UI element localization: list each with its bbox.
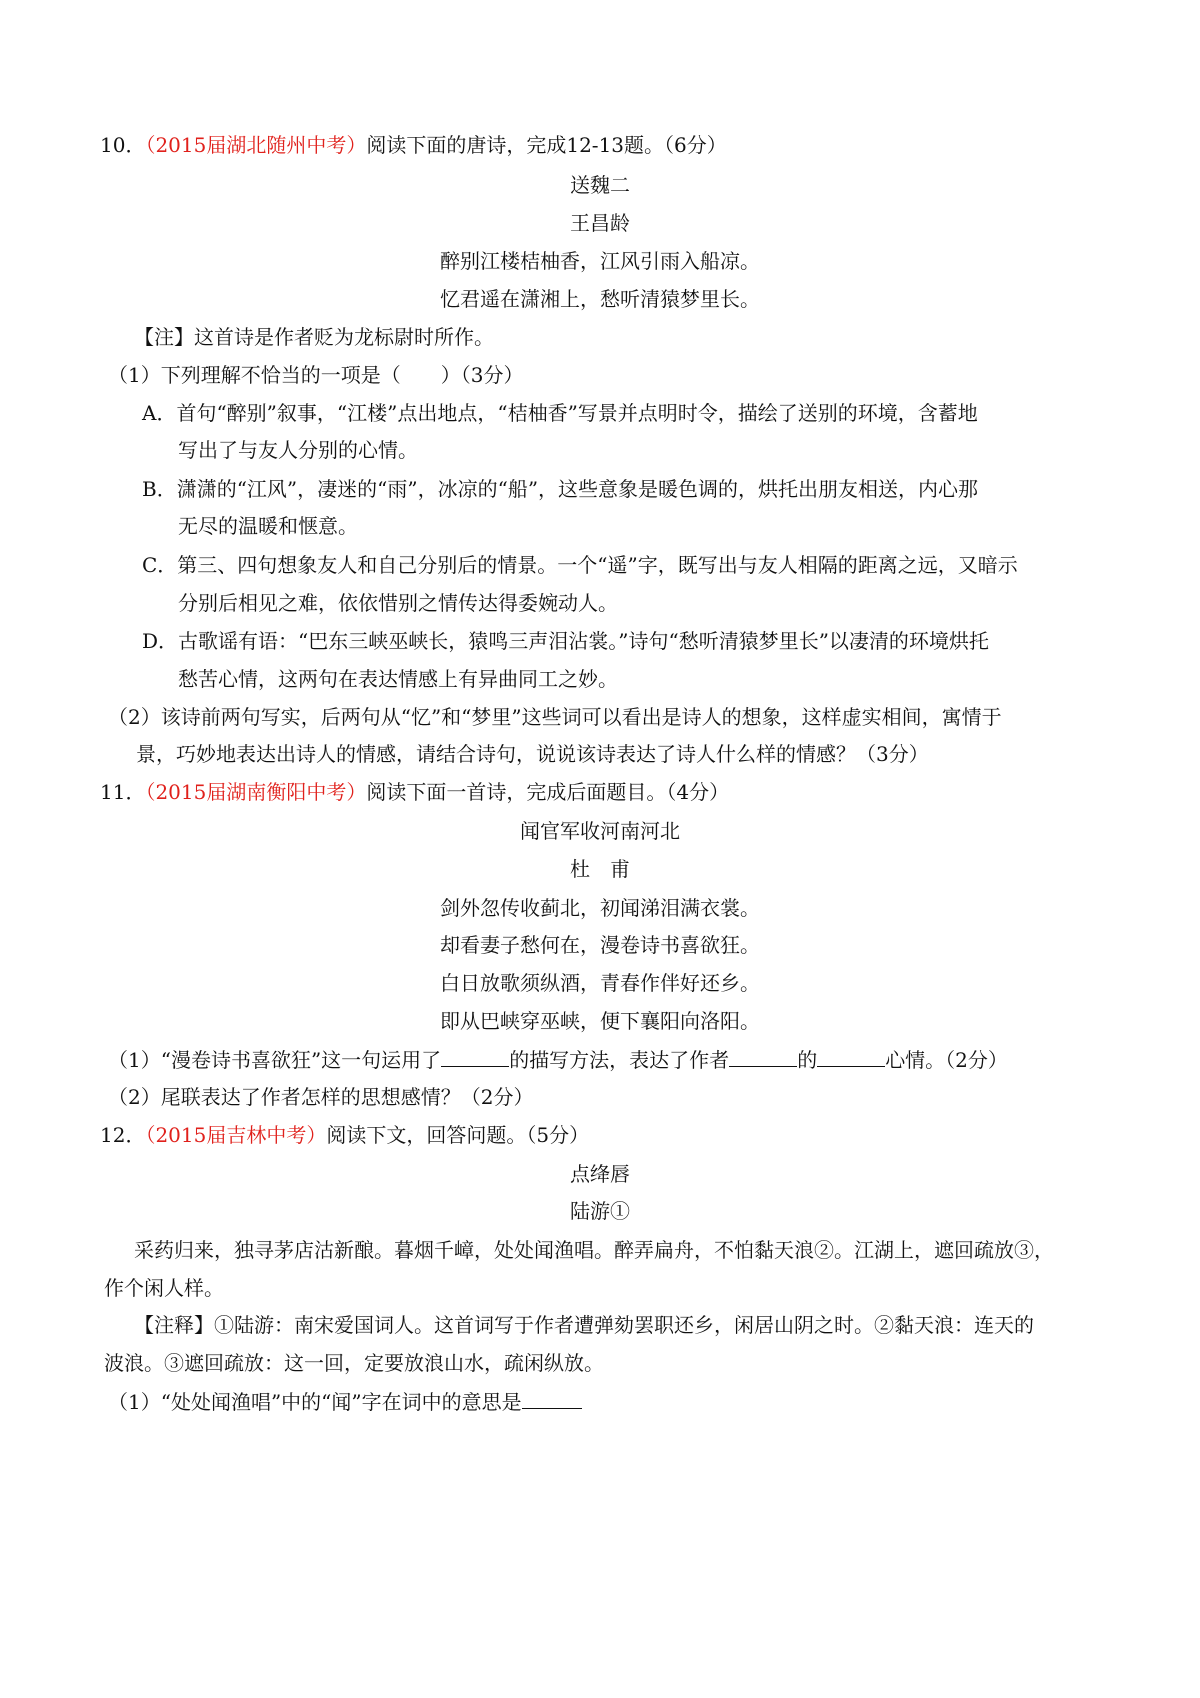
poem-line: 即从巴峡穿巫峡，便下襄阳向洛阳。 <box>440 1009 760 1033</box>
subquestion-text: 心情。（2分） <box>885 1048 1008 1072</box>
poem-author: 王昌龄 <box>570 211 630 235</box>
subquestion-text: 的描写方法，表达了作者 <box>509 1048 730 1072</box>
option-c-cont: 分别后相见之难，依依惜别之情传达得委婉动人。 <box>178 591 618 615</box>
poem-note: 【注释】①陆游：南宋爱国词人。这首词写于作者遭弹劾罢职还乡，闲居山阴之时。②黏天浪：连天的 <box>134 1313 1034 1337</box>
subquestion-1 <box>108 1388 582 1415</box>
poem-author: 杜 甫 <box>570 857 630 881</box>
question-source: （2015届吉林中考） <box>145 1123 327 1147</box>
subquestion-2-cont: 景，巧妙地表达出诗人的情感，请结合诗句，说说该诗表达了诗人什么样的情感？（3分） <box>136 742 929 766</box>
poem-title: 点绛唇 <box>570 1162 630 1186</box>
question-source: （2015届湖北随州中考） <box>145 133 367 157</box>
poem-line: 却看妻子愁何在，漫卷诗书喜欲狂。 <box>440 933 760 957</box>
poem-note: 【注】这首诗是作者贬为龙标尉时所作。 <box>134 325 494 349</box>
poem-body: 采药归来，独寻茅店沽新酿。暮烟千嶂，处处闻渔唱。醉弄扁舟，不怕黏天浪②。江湖上，遮回疏放③， <box>134 1238 1054 1262</box>
answer-blank[interactable] <box>817 1046 885 1067</box>
question-number: 12． <box>100 1123 146 1147</box>
answer-blank[interactable] <box>522 1388 582 1409</box>
option-a-cont: 写出了与友人分别的心情。 <box>178 438 418 462</box>
poem-title: 送魏二 <box>570 173 630 197</box>
answer-blank[interactable] <box>729 1046 797 1067</box>
poem-author: 陆游① <box>570 1199 630 1223</box>
answer-blank[interactable] <box>441 1046 509 1067</box>
subquestion-2: （2）尾联表达了作者怎样的思想感情？（2分） <box>108 1085 534 1109</box>
option-b: B．潇潇的“江风”，凄迷的“雨”，冰凉的“船”，这些意象是暖色调的，烘托出朋友相送，内心那 <box>142 477 979 501</box>
option-a: A．首句“醉别”叙事，“江楼”点出地点，“桔柚香”写景并点明时令，描绘了送别的环境，含蓄地 <box>142 401 978 425</box>
subquestion-1 <box>108 1046 1008 1073</box>
poem-title: 闻官军收河南河北 <box>520 819 680 843</box>
option-b-cont: 无尽的温暖和惬意。 <box>178 514 358 538</box>
option-d: D．古歌谣有语：“巴东三峡巫峡长，猿鸣三声泪沾裳。”诗句“愁听清猿梦里长”以凄清的环境烘托 <box>142 629 989 653</box>
option-c: C．第三、四句想象友人和自己分别后的情景。一个“遥”字，既写出与友人相隔的距离之远，又暗示 <box>142 553 1018 577</box>
subquestion-text: （1）“处处闻渔唱”中的“闻”字在词中的意思是 <box>108 1390 522 1414</box>
question-11-header <box>100 779 729 805</box>
question-source: （2015届湖南衡阳中考） <box>145 780 367 804</box>
question-number: 10． <box>100 133 146 157</box>
subquestion-2: （2）该诗前两句写实，后两句从“忆”和“梦里”这些词可以看出是诗人的想象，这样虚实相间，寓情于 <box>108 705 1002 729</box>
question-12-header <box>100 1122 589 1148</box>
option-d-cont: 愁苦心情，这两句在表达情感上有异曲同工之妙。 <box>178 667 618 691</box>
poem-line: 白日放歌须纵酒，青春作伴好还乡。 <box>440 971 760 995</box>
question-intro: 阅读下面一首诗，完成后面题目。（4分） <box>366 780 730 804</box>
poem-line: 剑外忽传收蓟北，初闻涕泪满衣裳。 <box>440 896 760 920</box>
question-10-header <box>100 132 727 158</box>
subquestion-text: 的 <box>797 1048 818 1072</box>
poem-body-cont: 作个闲人样。 <box>104 1276 224 1300</box>
subquestion-1: （1）下列理解不恰当的一项是（ ）（3分） <box>108 363 524 387</box>
question-intro: 阅读下文，回答问题。（5分） <box>326 1123 590 1147</box>
subquestion-text: （1）“漫卷诗书喜欲狂”这一句运用了 <box>108 1048 442 1072</box>
question-number: 11． <box>100 780 146 804</box>
poem-line: 忆君遥在潇湘上，愁听清猿梦里长。 <box>440 287 760 311</box>
poem-line: 醉别江楼桔柚香，江风引雨入船凉。 <box>440 249 760 273</box>
poem-note-cont: 波浪。③遮回疏放：这一回，定要放浪山水，疏闲纵放。 <box>104 1351 604 1375</box>
question-intro: 阅读下面的唐诗，完成12-13题。（6分） <box>366 133 727 157</box>
